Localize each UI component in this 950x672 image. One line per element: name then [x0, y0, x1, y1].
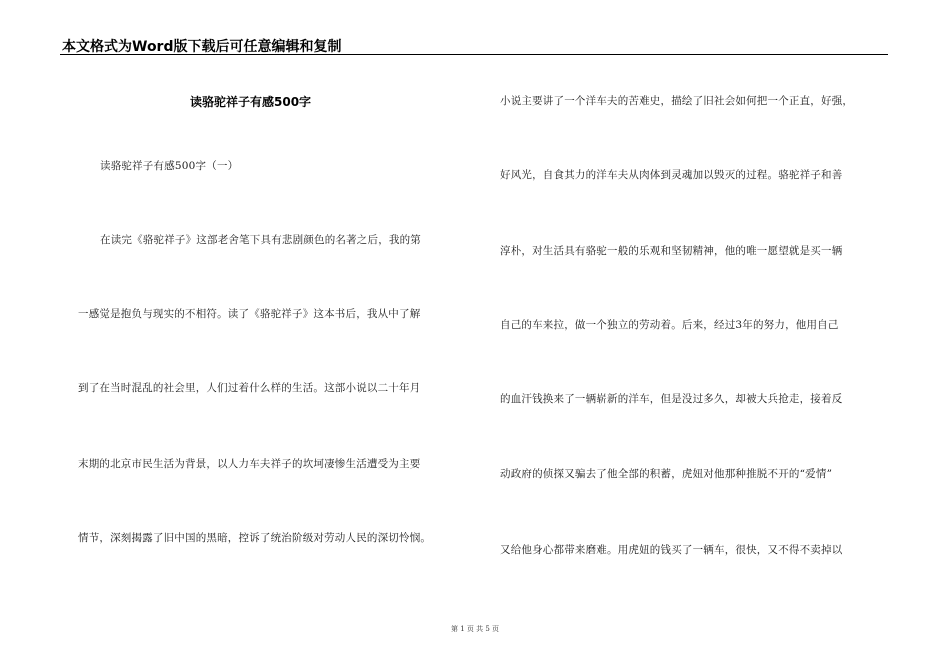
left-line: 到了在当时混乱的社会里，人们过着什么样的生活。这部小说以二十年月 [78, 382, 421, 394]
right-line: 小说主要讲了一个洋车夫的苦难史，描绘了旧社会如何把一个正直，好强， [500, 95, 854, 107]
page-number: 第 1 页 共 5 页 [450, 625, 500, 633]
right-line: 的血汗钱换来了一辆崭新的洋车，但是没过多久，却被大兵抢走，接着反 [500, 393, 843, 405]
left-line: 一感觉是抱负与现实的不相符。读了《骆驼祥子》这本书后，我从中了解 [78, 308, 421, 320]
banner-divider [60, 54, 888, 55]
left-line: 情节，深刻揭露了旧中国的黑暗，控诉了统治阶级对劳动人民的深切怜悯。 [78, 532, 432, 544]
right-line: 好风光，自食其力的洋车夫从肉体到灵魂加以毁灭的过程。骆驼祥子和善 [500, 169, 843, 181]
right-line: 淳朴，对生活具有骆驼一般的乐观和坚韧精神，他的唯一愿望就是买一辆 [500, 245, 843, 257]
document-title: 读骆驼祥子有感500字 [190, 95, 312, 109]
left-line: 在读完《骆驼祥子》这部老舍笔下具有悲剧颜色的名著之后，我的第 [100, 234, 421, 246]
left-line: 末期的北京市民生活为背景，以人力车夫祥子的坎坷凄惨生活遭受为主要 [78, 458, 421, 470]
right-line: 又给他身心都带来磨难。用虎妞的钱买了一辆车，很快，又不得不卖掉以 [500, 544, 843, 556]
document-banner: 本文格式为Word版下载后可任意编辑和复制 [62, 39, 342, 55]
right-line: 自己的车来拉，做一个独立的劳动着。后来，经过3年的努力，他用自己 [500, 319, 839, 331]
left-line-subtitle: 读骆驼祥子有感500字（一） [100, 160, 239, 172]
right-line: 动政府的侦探又骗去了他全部的积蓄，虎妞对他那种推脱不开的“爱情” [500, 468, 833, 480]
